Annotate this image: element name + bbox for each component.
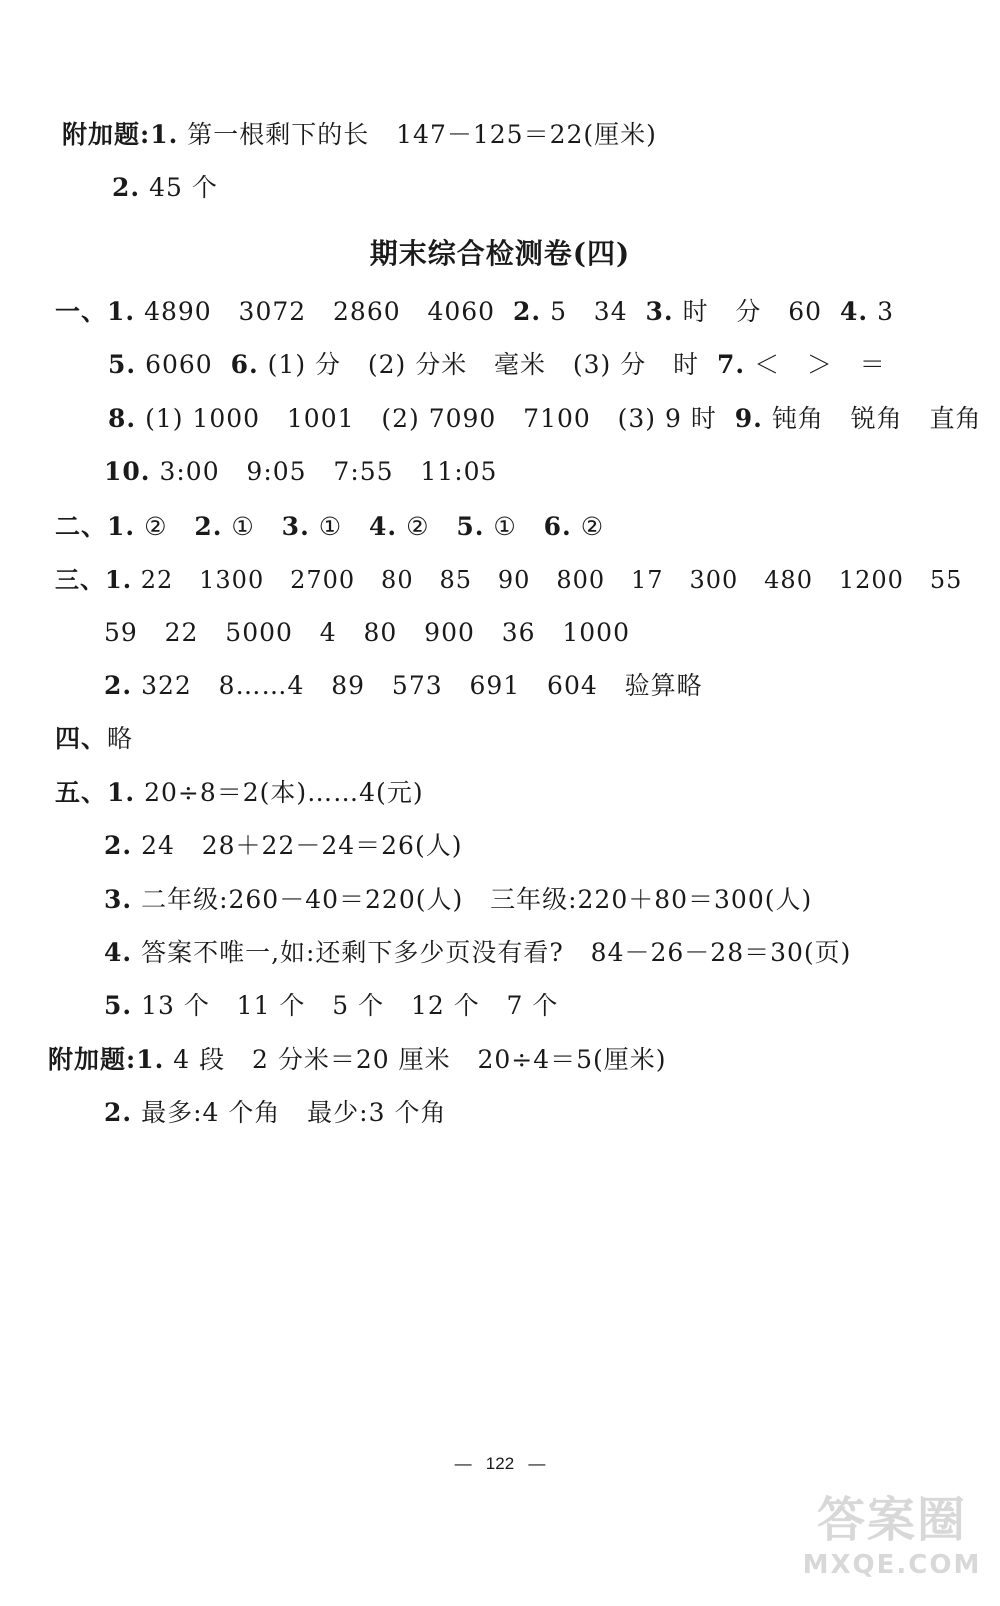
answer-text: 时 分 60 [682, 297, 823, 326]
answer-text: 322 8……4 89 573 691 604 验算略 [141, 671, 703, 700]
answer-text: 13 个 11 个 5 个 12 个 7 个 [141, 991, 559, 1020]
watermark-bottom-text: MXQE.COM [802, 1550, 982, 1580]
part1-line1 [55, 295, 894, 329]
question-number: 3. [281, 512, 310, 541]
question-number: 2. [194, 512, 223, 541]
question-number: 8. [108, 404, 137, 433]
bottom-extra-q1 [48, 1043, 667, 1077]
question-number: 4. [369, 512, 398, 541]
question-number: 7. [717, 350, 746, 379]
part1-line2 [108, 348, 886, 382]
answer-text: 略 [107, 724, 134, 753]
question-number: 3. [645, 297, 674, 326]
section-title: 期末综合检测卷(四) [369, 237, 631, 270]
part-label: 四、 [55, 724, 108, 753]
answer-text: ② [144, 512, 168, 541]
question-number: 5. [108, 350, 137, 379]
question-number: 9. [734, 404, 763, 433]
watermark-top-text: 答案圈 [816, 1492, 967, 1548]
part5-q4 [104, 936, 851, 970]
part5-q3 [104, 883, 812, 917]
part1-line4 [104, 455, 497, 489]
part5-q1 [55, 776, 424, 810]
answer-text: 钝角 锐角 直角 [771, 404, 982, 433]
question-number: 4. [840, 297, 869, 326]
top-extra-q1 [62, 118, 657, 152]
watermark-logo [792, 1490, 992, 1600]
question-number: 2. [104, 831, 133, 860]
answer-text: (1) 分 (2) 分米 毫米 (3) 分 时 [267, 350, 700, 379]
answer-text: ② [406, 512, 430, 541]
question-number: 1. [107, 512, 136, 541]
answer-text: 4890 3072 2860 4060 [144, 297, 496, 326]
part-label: 二、 [55, 512, 108, 541]
question-number: 1. [150, 120, 179, 149]
question-number: 1. [105, 565, 133, 594]
part3-q1-line1 [55, 563, 962, 597]
answer-text: 3:00 9:05 7:55 11:05 [159, 457, 498, 486]
question-number: 1. [107, 297, 136, 326]
answer-text: ＜ ＞ ＝ [754, 350, 886, 379]
part1-line3 [108, 402, 982, 436]
answer-text: 3 [877, 297, 894, 326]
extra-label: 附加题: [62, 120, 151, 149]
answer-text: 5 34 [550, 297, 628, 326]
extra-label: 附加题: [48, 1045, 137, 1074]
question-number: 6. [230, 350, 259, 379]
answer-text: 6060 [145, 350, 213, 379]
part-label: 一、 [55, 297, 108, 326]
part2-line [55, 510, 604, 544]
question-number: 2. [104, 1098, 133, 1127]
question-number: 1. [136, 1045, 165, 1074]
answer-text: 二年级:260－40＝220(人) 三年级:220＋80＝300(人) [141, 885, 813, 914]
answer-text: (1) 1000 1001 (2) 7090 7100 (3) 9 时 [145, 404, 717, 433]
part4-line [55, 722, 133, 756]
question-number: 3. [104, 885, 133, 914]
part3-q2 [104, 669, 703, 703]
question-number: 5. [104, 991, 133, 1020]
answer-text: 最多:4 个角 最少:3 个角 [141, 1098, 447, 1127]
page-number: — 122 — [454, 1454, 546, 1473]
part-label: 三、 [55, 565, 105, 594]
answer-text: 59 22 5000 4 80 900 36 1000 [104, 618, 630, 647]
answer-text: 4 段 2 分米＝20 厘米 20÷4＝5(厘米) [173, 1045, 667, 1074]
question-number: 5. [456, 512, 485, 541]
answer-text: 22 1300 2700 80 85 90 800 17 300 480 1200 55 [140, 566, 963, 594]
part5-q2 [104, 829, 462, 863]
answer-text: ① [493, 512, 517, 541]
top-extra-q2 [112, 171, 218, 205]
answer-text: 24 28＋22－24＝26(人) [141, 831, 463, 860]
answer-text: ① [231, 512, 255, 541]
answer-text: 45 个 [149, 173, 218, 202]
answer-text: 答案不唯一,如:还剩下多少页没有看? 84－26－28＝30(页) [141, 938, 852, 967]
question-number: 4. [104, 938, 133, 967]
answer-text: ① [318, 512, 343, 541]
question-number: 2. [513, 297, 542, 326]
question-number: 2. [112, 173, 141, 202]
question-number: 6. [543, 512, 572, 541]
question-number: 2. [104, 671, 133, 700]
part-label: 五、 [55, 778, 108, 807]
question-number: 1. [107, 778, 136, 807]
part5-q5 [104, 989, 558, 1023]
part3-q1-line2 [104, 616, 630, 650]
bottom-extra-q2 [104, 1096, 446, 1130]
question-number: 10. [104, 457, 151, 486]
answer-text: ② [580, 512, 605, 541]
answer-text: 第一根剩下的长 147－125＝22(厘米) [187, 120, 657, 149]
answer-text: 20÷8＝2(本)……4(元) [144, 778, 424, 807]
